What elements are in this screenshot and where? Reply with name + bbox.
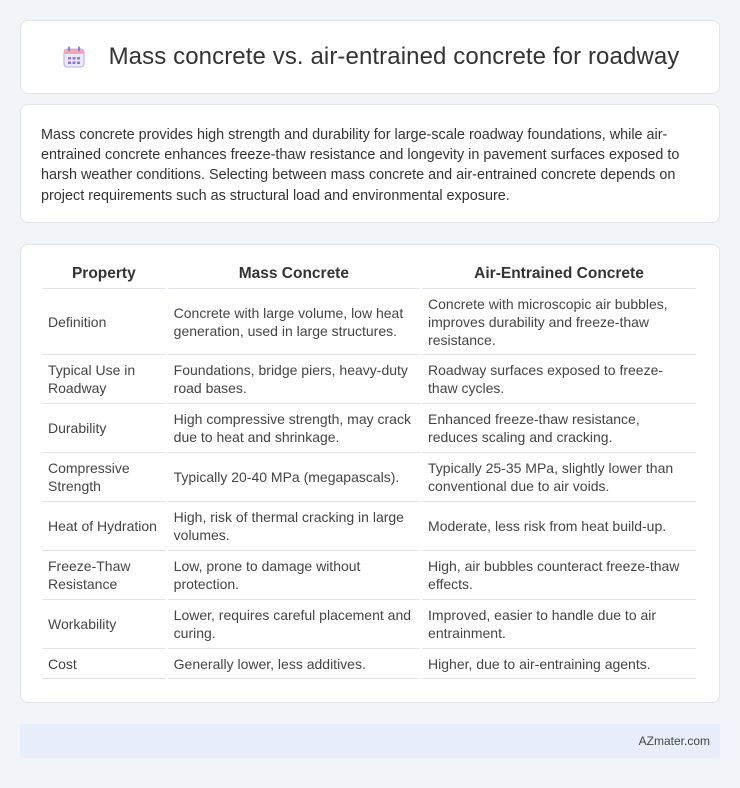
comparison-card: [20, 244, 720, 703]
table-row: [42, 502, 696, 551]
cell-mass: High, risk of thermal cracking in large volumes.: [168, 502, 420, 551]
cell-mass: Lower, requires careful placement and curing.: [168, 600, 420, 649]
calendar-icon: [61, 44, 87, 70]
cell-air: Roadway surfaces exposed to freeze-thaw cycles.: [422, 355, 696, 404]
cell-property: Cost: [42, 649, 166, 679]
table-row: [42, 600, 696, 649]
footer-brand: AZmater.com: [638, 734, 710, 748]
header-mass-concrete: Mass Concrete: [168, 265, 420, 289]
intro-text: Mass concrete provides high strength and durability for large-scale roadway foundations, while air-entrained concrete enhances freeze-thaw resistance and longevity in pavement surfaces exposed to harsh weather conditions. Selecting between mass concrete and air-entrained concrete depends on project requirements such as structural load and environmental exposure.: [41, 127, 680, 204]
page-title: Mass concrete vs. air-entrained concrete for roadway: [108, 43, 680, 70]
footer: [20, 724, 720, 758]
cell-air: Moderate, less risk from heat build-up.: [422, 502, 696, 551]
table-row: [42, 551, 696, 600]
cell-air: Typically 25-35 MPa, slightly lower than conventional due to air voids.: [422, 453, 696, 502]
comparison-table: [40, 265, 698, 679]
cell-air: Concrete with microscopic air bubbles, improves durability and freeze-thaw resistance.: [422, 289, 696, 355]
cell-air: High, air bubbles counteract freeze-thaw effects.: [422, 551, 696, 600]
cell-mass: Typically 20-40 MPa (megapascals).: [168, 453, 420, 502]
cell-property: Heat of Hydration: [42, 502, 166, 551]
cell-mass: Generally lower, less additives.: [168, 649, 420, 679]
cell-air: Higher, due to air-entraining agents.: [422, 649, 696, 679]
cell-property: Typical Use in Roadway: [42, 355, 166, 404]
table-row: [42, 453, 696, 502]
cell-mass: Low, prone to damage without protection.: [168, 551, 420, 600]
intro-card: [20, 104, 720, 223]
table-row: [42, 289, 696, 355]
cell-property: Compressive Strength: [42, 453, 166, 502]
table-row: [42, 649, 696, 679]
cell-air: Improved, easier to handle due to air entrainment.: [422, 600, 696, 649]
cell-mass: Foundations, bridge piers, heavy-duty road bases.: [168, 355, 420, 404]
cell-air: Enhanced freeze-thaw resistance, reduces scaling and cracking.: [422, 404, 696, 453]
table-row: [42, 355, 696, 404]
table-header-row: [42, 265, 696, 289]
table-row: [42, 404, 696, 453]
header-property: Property: [42, 265, 166, 289]
cell-property: Durability: [42, 404, 166, 453]
cell-mass: High compressive strength, may crack due to heat and shrinkage.: [168, 404, 420, 453]
title-card: [20, 20, 720, 94]
header-air-entrained: Air-Entrained Concrete: [422, 265, 696, 289]
cell-mass: Concrete with large volume, low heat generation, used in large structures.: [168, 289, 420, 355]
cell-property: Workability: [42, 600, 166, 649]
cell-property: Freeze-Thaw Resistance: [42, 551, 166, 600]
cell-property: Definition: [42, 289, 166, 355]
